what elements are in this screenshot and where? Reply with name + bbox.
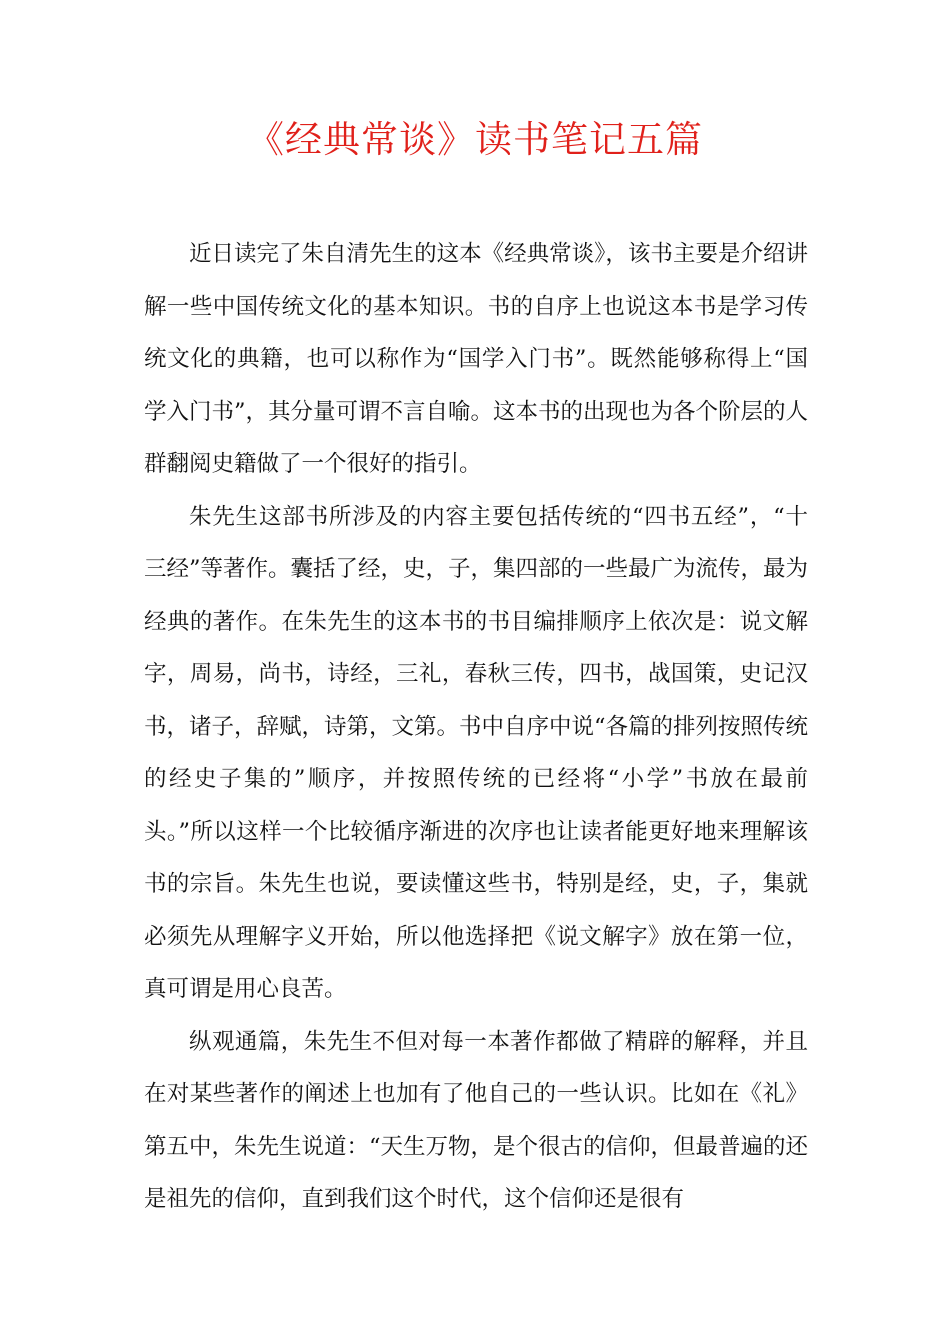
document-title: 《经典常谈》读书笔记五篇 xyxy=(247,118,703,161)
paragraph-2: 朱先生这部书所涉及的内容主要包括传统的“四书五经”，“十三经”等著作。囊括了经，史，子，集四部的一些最广为流传，最为经典的著作。在朱先生的这本书的书目编排顺序上依次是：说文解字，周易，尚书，诗经，三礼，春秋三传，四书，战国策，史记汉书，诸子，辞赋，诗第，文第。书中自序中说“各篇的排列按照传统的经史子集的”顺序，并按照传统的已经将“小学”书放在最前头。”所以这样一个比较循序渐进的次序也让读者能更好地来理解该书的宗旨。朱先生也说，要读懂这些书，特别是经，史，子，集就必须先从理解字义开始，所以他选择把《说文解字》放在第一位，真可谓是用心良苦。 xyxy=(144,503,809,1002)
paragraph-3: 纵观通篇，朱先生不但对每一本著作都做了精辟的解释，并且在对某些著作的阐述上也加有了他自己的一些认识。比如在《礼》第五中，朱先生说道：“天生万物，是个很古的信仰，但最普遍的还是祖先的信仰，直到我们这个时代，这个信仰还是很有 xyxy=(144,1028,809,1212)
paragraph-1: 近日读完了朱自清先生的这本《经典常谈》，该书主要是介绍讲解一些中国传统文化的基本知识。书的自序上也说这本书是学习传统文化的典籍，也可以称作为“国学入门书”。既然能够称得上“国学入门书”，其分量可谓不言自喻。这本书的出现也为各个阶层的人群翻阅史籍做了一个很好的指引。 xyxy=(144,241,809,477)
document-body xyxy=(144,228,808,1226)
